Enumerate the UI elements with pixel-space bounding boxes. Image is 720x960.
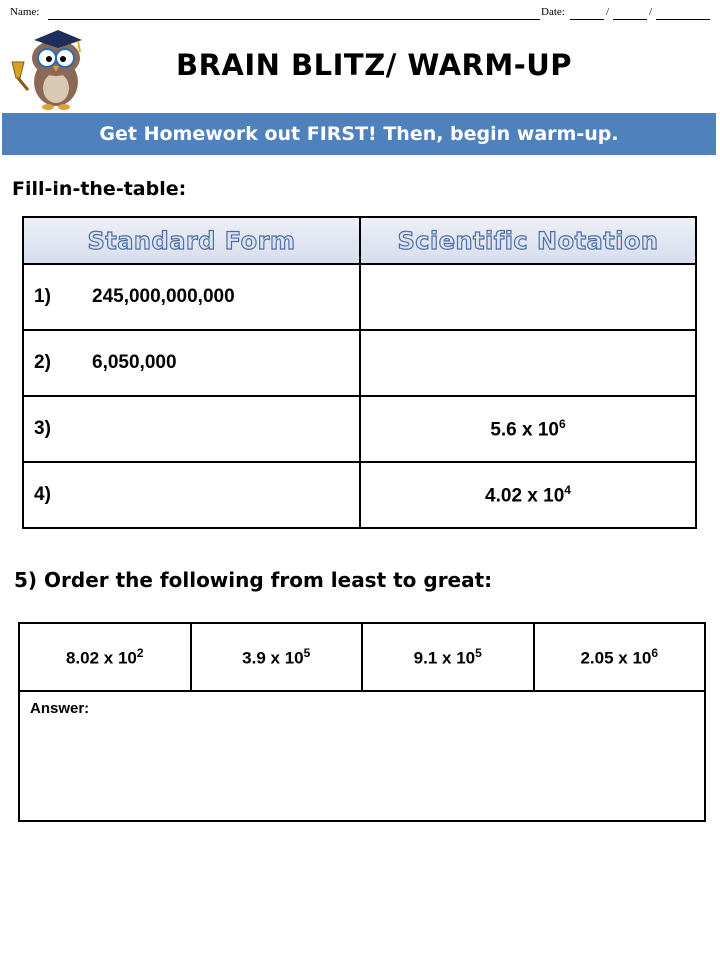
value-cell — [362, 623, 534, 691]
standard-cell[interactable] — [23, 330, 360, 396]
value-cell — [534, 623, 706, 691]
value-exponent: 6 — [651, 645, 659, 660]
name-field[interactable] — [48, 19, 540, 20]
standard-value: 6,050,000 — [92, 352, 177, 373]
scientific-cell[interactable] — [360, 264, 696, 330]
order-table — [18, 622, 706, 822]
date-label: Date: — [541, 6, 565, 18]
column-header-standard: Standard Form — [23, 217, 360, 264]
value-cell — [19, 623, 191, 691]
scientific-base: 5.6 x 10 — [490, 419, 559, 441]
value-exponent: 5 — [303, 645, 311, 660]
fill-in-label: Fill-in-the-table: — [12, 178, 187, 200]
value-cell — [191, 623, 363, 691]
values-row — [19, 623, 705, 691]
row-number: 2) — [34, 352, 51, 373]
table-row — [23, 330, 696, 396]
answer-label: Answer: — [30, 700, 90, 717]
name-label: Name: — [10, 6, 40, 18]
row-number: 1) — [34, 286, 51, 307]
table-row — [23, 264, 696, 330]
date-separator: / — [606, 6, 610, 18]
name-date-line — [10, 6, 710, 22]
value-base: 8.02 x 10 — [65, 648, 137, 668]
date-year-field[interactable] — [656, 19, 710, 20]
conversion-table — [22, 216, 697, 529]
standard-value: 245,000,000,000 — [92, 286, 235, 307]
scientific-base: 4.02 x 10 — [485, 485, 565, 507]
value-base: 9.1 x 10 — [413, 648, 476, 668]
date-day-field[interactable] — [613, 19, 647, 20]
page-title: BRAIN BLITZ/ WARM-UP — [176, 48, 573, 82]
value-exponent: 2 — [136, 645, 144, 660]
owl-mascot-icon — [6, 26, 96, 110]
row-number: 4) — [34, 484, 51, 505]
value-exponent: 5 — [475, 645, 482, 660]
table-row — [23, 396, 696, 462]
table-header-row — [23, 217, 696, 264]
question-5: 5) Order the following from least to great: — [14, 568, 493, 592]
scientific-cell[interactable] — [360, 462, 696, 528]
value-base: 3.9 x 10 — [242, 648, 304, 668]
instruction-banner: Get Homework out FIRST! Then, begin warm-up. — [2, 113, 716, 155]
standard-cell[interactable] — [23, 396, 360, 462]
answer-row — [19, 691, 705, 821]
standard-cell[interactable] — [23, 462, 360, 528]
scientific-cell[interactable] — [360, 396, 696, 462]
row-number: 3) — [34, 418, 51, 439]
date-month-field[interactable] — [570, 19, 604, 20]
value-base: 2.05 x 10 — [580, 648, 652, 668]
date-separator: / — [649, 6, 653, 18]
answer-box[interactable] — [19, 691, 705, 821]
column-header-scientific: Scientific Notation — [360, 217, 696, 264]
scientific-exponent: 4 — [564, 482, 571, 497]
table-row — [23, 462, 696, 528]
standard-cell[interactable] — [23, 264, 360, 330]
scientific-exponent: 6 — [558, 416, 566, 431]
scientific-cell[interactable] — [360, 330, 696, 396]
